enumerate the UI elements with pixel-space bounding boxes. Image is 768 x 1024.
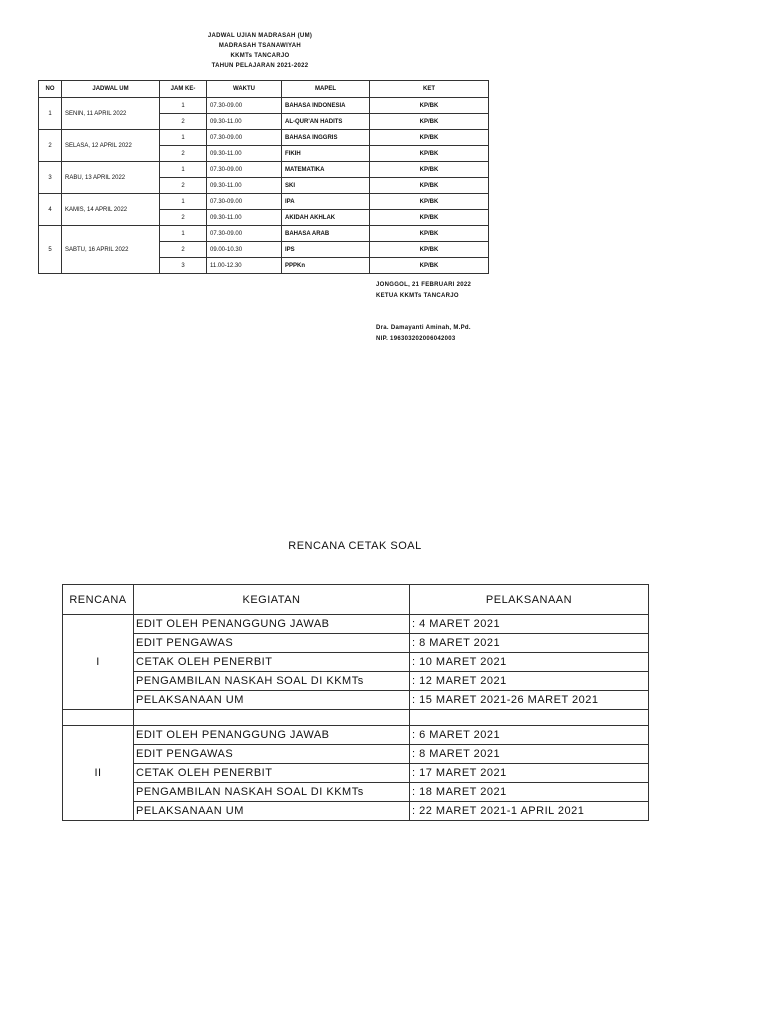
print-plan-table	[62, 584, 649, 821]
table-row	[63, 764, 649, 783]
session-ket: KP/BK	[370, 210, 489, 226]
spacer-cell	[134, 710, 410, 726]
day-date: KAMIS, 14 APRIL 2022	[62, 194, 160, 226]
day-date: SENIN, 11 APRIL 2022	[62, 98, 160, 130]
plan-pelaksanaan: : 17 MARET 2021	[410, 764, 649, 783]
signature-role: KETUA KKMTs TANCARJO	[376, 293, 459, 299]
col-mapel: MAPEL	[282, 81, 370, 98]
signature-nip: NIP. 196303202006042003	[376, 336, 456, 342]
plan-kegiatan: CETAK OLEH PENERBIT	[134, 653, 410, 672]
session-ket: KP/BK	[370, 114, 489, 130]
session-ket: KP/BK	[370, 178, 489, 194]
day-number: 3	[39, 162, 62, 194]
plan-pelaksanaan: : 10 MARET 2021	[410, 653, 649, 672]
plan-kegiatan: EDIT OLEH PENANGGUNG JAWAB	[134, 726, 410, 745]
col-jam: JAM KE-	[160, 81, 207, 98]
session-jam: 1	[160, 226, 207, 242]
session-ket: KP/BK	[370, 242, 489, 258]
session-waktu: 07.30-09.00	[207, 98, 282, 114]
session-jam: 2	[160, 178, 207, 194]
session-waktu: 09.00-10.30	[207, 242, 282, 258]
session-jam: 1	[160, 162, 207, 178]
plan-kegiatan: PELAKSANAAN UM	[134, 691, 410, 710]
spacer-row	[63, 710, 649, 726]
day-date: SABTU, 16 APRIL 2022	[62, 226, 160, 274]
col-no: NO	[39, 81, 62, 98]
day-date: SELASA, 12 APRIL 2022	[62, 130, 160, 162]
plan-pelaksanaan: : 8 MARET 2021	[410, 634, 649, 653]
col-jadwal: JADWAL UM	[62, 81, 160, 98]
header-line-2: MADRASAH TSANAWIYAH	[218, 43, 302, 49]
session-ket: KP/BK	[370, 226, 489, 242]
session-jam: 1	[160, 130, 207, 146]
session-ket: KP/BK	[370, 98, 489, 114]
day-number: 2	[39, 130, 62, 162]
plan-kegiatan: PENGAMBILAN NASKAH SOAL DI KKMTs	[134, 672, 410, 691]
plan-pelaksanaan: : 18 MARET 2021	[410, 783, 649, 802]
plan-pelaksanaan: : 8 MARET 2021	[410, 745, 649, 764]
header-line-1: JADWAL UJIAN MADRASAH (UM)	[207, 33, 313, 39]
plan-pelaksanaan: : 4 MARET 2021	[410, 615, 649, 634]
spacer-cell	[410, 710, 649, 726]
plan-body	[63, 615, 649, 821]
session-mapel: PPPKn	[282, 258, 370, 274]
plan-pelaksanaan: : 22 MARET 2021-1 APRIL 2021	[410, 802, 649, 821]
plan-pelaksanaan: : 15 MARET 2021-26 MARET 2021	[410, 691, 649, 710]
col-kegiatan: KEGIATAN	[134, 585, 410, 615]
table-row	[39, 130, 489, 146]
header-line-4: TAHUN PELAJARAN 2021-2022	[211, 63, 309, 69]
exam-schedule-table	[38, 80, 489, 274]
schedule-header-row	[39, 81, 489, 98]
plan-kegiatan: EDIT PENGAWAS	[134, 634, 410, 653]
session-waktu: 09.30-11.00	[207, 114, 282, 130]
table-row	[63, 691, 649, 710]
session-waktu: 09.30-11.00	[207, 178, 282, 194]
session-waktu: 07.30-09.00	[207, 130, 282, 146]
document-header	[140, 31, 380, 71]
session-ket: KP/BK	[370, 130, 489, 146]
table-row	[63, 653, 649, 672]
session-ket: KP/BK	[370, 194, 489, 210]
day-number: 1	[39, 98, 62, 130]
table-row	[63, 634, 649, 653]
session-waktu: 07.30-09.00	[207, 194, 282, 210]
print-plan-title: RENCANA CETAK SOAL	[288, 540, 422, 552]
session-jam: 1	[160, 194, 207, 210]
plan-group-label: II	[63, 726, 134, 821]
table-row	[63, 726, 649, 745]
session-mapel: IPA	[282, 194, 370, 210]
session-waktu: 11.00-12.30	[207, 258, 282, 274]
session-waktu: 07.30-09.00	[207, 162, 282, 178]
session-jam: 2	[160, 114, 207, 130]
col-waktu: WAKTU	[207, 81, 282, 98]
plan-kegiatan: CETAK OLEH PENERBIT	[134, 764, 410, 783]
session-jam: 3	[160, 258, 207, 274]
table-row	[63, 802, 649, 821]
plan-kegiatan: EDIT PENGAWAS	[134, 745, 410, 764]
table-row	[39, 194, 489, 210]
signature-place-date: JONGGOL, 21 FEBRUARI 2022	[376, 282, 472, 288]
session-mapel: AL-QUR'AN HADITS	[282, 114, 370, 130]
plan-pelaksanaan: : 6 MARET 2021	[410, 726, 649, 745]
table-row	[63, 672, 649, 691]
session-jam: 2	[160, 146, 207, 162]
day-date: RABU, 13 APRIL 2022	[62, 162, 160, 194]
session-mapel: AKIDAH AKHLAK	[282, 210, 370, 226]
plan-header-row	[63, 585, 649, 615]
session-waktu: 09.30-11.00	[207, 210, 282, 226]
plan-pelaksanaan: : 12 MARET 2021	[410, 672, 649, 691]
session-mapel: BAHASA INDONESIA	[282, 98, 370, 114]
table-row	[39, 98, 489, 114]
table-row	[63, 615, 649, 634]
schedule-body	[39, 98, 489, 274]
table-row	[63, 745, 649, 764]
col-rencana: RENCANA	[63, 585, 134, 615]
day-number: 4	[39, 194, 62, 226]
session-mapel: SKI	[282, 178, 370, 194]
session-mapel: MATEMATIKA	[282, 162, 370, 178]
session-mapel: FIKIH	[282, 146, 370, 162]
table-row	[39, 226, 489, 242]
plan-kegiatan: PENGAMBILAN NASKAH SOAL DI KKMTs	[134, 783, 410, 802]
table-row	[39, 162, 489, 178]
col-ket: KET	[370, 81, 489, 98]
session-ket: KP/BK	[370, 258, 489, 274]
day-number: 5	[39, 226, 62, 274]
col-pelaksanaan: PELAKSANAAN	[410, 585, 649, 615]
table-row	[63, 783, 649, 802]
plan-kegiatan: PELAKSANAAN UM	[134, 802, 410, 821]
session-jam: 2	[160, 242, 207, 258]
plan-group-label: I	[63, 615, 134, 710]
signature-name: Dra. Damayanti Aminah, M.Pd.	[376, 325, 471, 331]
plan-kegiatan: EDIT OLEH PENANGGUNG JAWAB	[134, 615, 410, 634]
session-jam: 1	[160, 98, 207, 114]
session-ket: KP/BK	[370, 162, 489, 178]
session-jam: 2	[160, 210, 207, 226]
session-waktu: 07.30-09.00	[207, 226, 282, 242]
session-waktu: 09.30-11.00	[207, 146, 282, 162]
session-ket: KP/BK	[370, 146, 489, 162]
spacer-cell	[63, 710, 134, 726]
session-mapel: IPS	[282, 242, 370, 258]
session-mapel: BAHASA INGGRIS	[282, 130, 370, 146]
header-line-3: KKMTs TANCARJO	[230, 53, 290, 59]
session-mapel: BAHASA ARAB	[282, 226, 370, 242]
